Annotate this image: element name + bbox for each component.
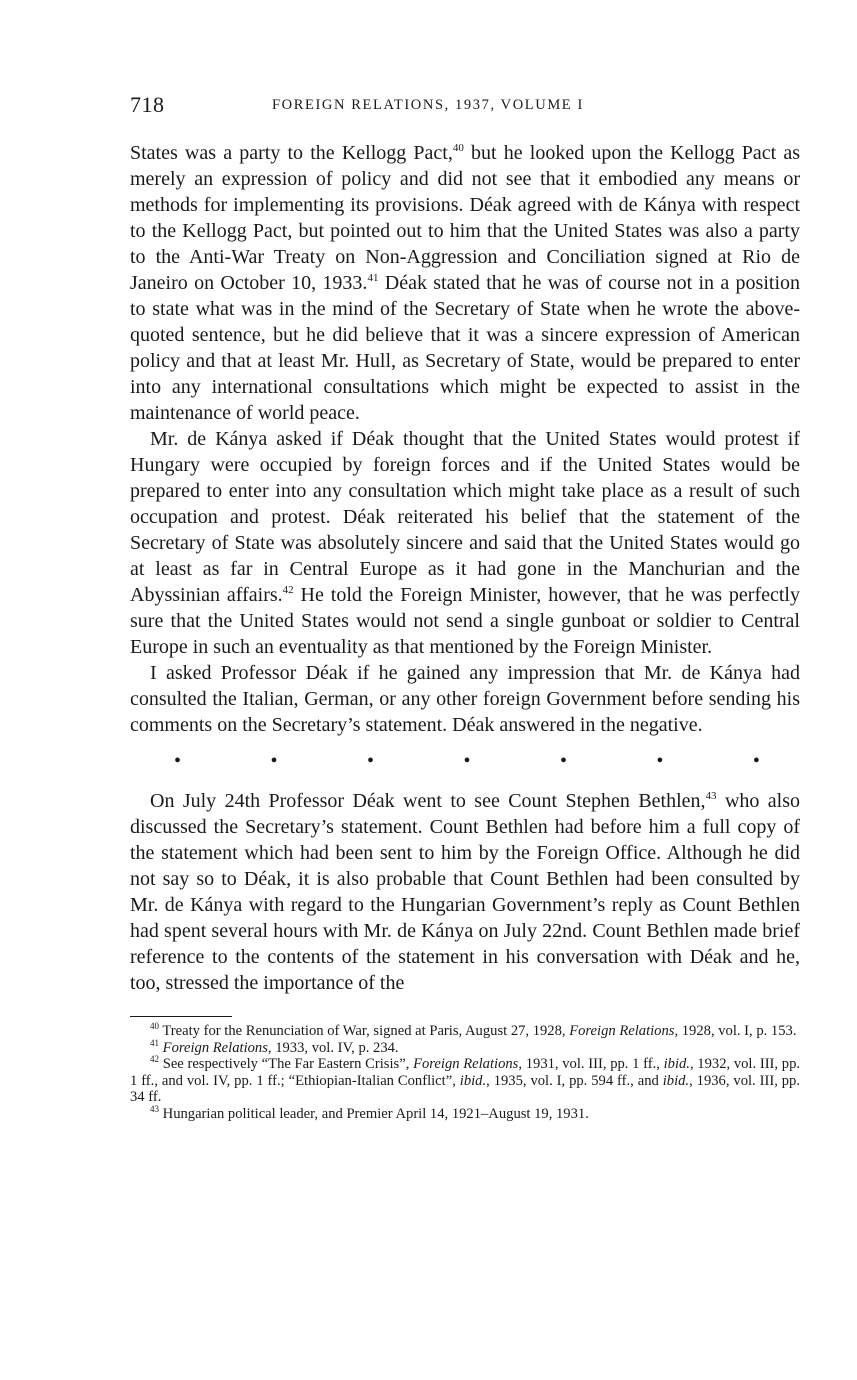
ellipsis-dot: • xyxy=(463,750,471,772)
ellipsis-dot: • xyxy=(559,750,567,772)
ellipsis-dot: • xyxy=(656,750,664,772)
paragraph-2: Mr. de Kánya asked if Déak thought that the United States would protest if Hungary were occupied by foreign forces and if the United States would be prepared to enter into any consultation which might take place as a result of such occupation and protest. Déak reiterated his belief that the statement of the Secretary of State was absolutely sincere and said that the United States would go at least as far in Central Europe as it had gone in the Manchurian and the Abyssinian affairs.$^{42}$ He told the Foreign Minister, however, that he was perfectly sure that the United States would not send a single gunboat or soldier to Central Europe in such an eventuality as that mentioned by the Foreign Minister. xyxy=(130,428,800,658)
footnote-43: $^{43}$ Hungarian political leader, and Premier April 14, 1921–August 19, 1931. xyxy=(150,1103,589,1122)
footnote-divider xyxy=(130,1016,232,1017)
document-page xyxy=(130,92,800,1123)
ellipsis-dot: • xyxy=(174,750,182,772)
footnote-40: $^{40}$ Treaty for the Renunciation of War, signed at Paris, August 27, 1928, Foreign Relations, 1928, vol. I, p. 153. xyxy=(150,1021,797,1039)
footnote-42: $^{42}$ See respectively “The Far Eastern Crisis”, Foreign Relations, 1931, vol. III, pp. 1 ff., ibid., 1932, vol. III, pp. 1 ff., and vol. IV, pp. 1 ff.; “Ethiopian-Italian Conflict”, ibid., 1935, vol. I, pp. 594 ff., and ibid., 1936, vol. III, pp. 34 ff. xyxy=(130,1054,801,1106)
paragraph-3: I asked Professor Déak if he gained any impression that Mr. de Kánya had consulted the Italian, German, or any other foreign Government before sending his comments on the Secretary’s statement. Déak answered in the negative. xyxy=(130,662,800,736)
ellipsis-dot: • xyxy=(270,750,278,772)
omission-ellipsis xyxy=(130,748,800,774)
paragraph-4: On July 24th Professor Déak went to see Count Stephen Bethlen,$^{43}$ who also discussed the Secretary’s statement. Count Bethlen had before him a full copy of the statement which had been sent to him by the Foreign Office. Although he did not say so to Déak, it is also probable that Count Bethlen had been consulted by Mr. de Kánya with regard to the Hungarian Government’s reply as Count Bethlen had spent several hours with Mr. de Kánya on July 22nd. Count Bethlen made brief reference to the contents of the statement in his conversation with Déak and he, too, stressed the importance of the xyxy=(130,790,800,994)
footnote-41: $^{41}$ Foreign Relations, 1933, vol. IV, p. 234. xyxy=(150,1037,399,1056)
footnote-ref-42[interactable]: 42 xyxy=(282,584,294,596)
footnotes xyxy=(130,1023,800,1123)
ellipsis-dot: • xyxy=(752,750,760,772)
page-number: 718 xyxy=(130,92,165,117)
paragraph-1: States was a party to the Kellogg Pact,$^{40}$ but he looked upon the Kellogg Pact as merely an expression of policy and did not see that it embodied any means or methods for implementing its provisions. Déak agreed with de Kánya with respect to the Kellogg Pact, but pointed out to him that the United States was also a party to the Anti-War Treaty on Non-Aggression and Conciliation signed at Rio de Janeiro on October 10, 1933.41 Déak stated that he was of course not in a position to state what was in the mind of the Secretary of State when he wrote the above-quoted sentence, but he did believe that it was a sincere expression of American policy and that at least Mr. Hull, as Secretary of State, would be prepared to enter into any international consultations which might be expected to assist in the maintenance of world peace. xyxy=(130,142,801,424)
running-head: FOREIGN RELATIONS, 1937, VOLUME I xyxy=(272,97,584,113)
footnote-ref-41[interactable]: 41 xyxy=(367,272,379,284)
ellipsis-dot: • xyxy=(366,750,374,772)
footnote-ref-43[interactable]: 43 xyxy=(705,790,717,802)
footnote-ref-40[interactable]: 40 xyxy=(452,142,464,154)
page-header xyxy=(130,92,800,126)
body-text xyxy=(130,140,800,996)
